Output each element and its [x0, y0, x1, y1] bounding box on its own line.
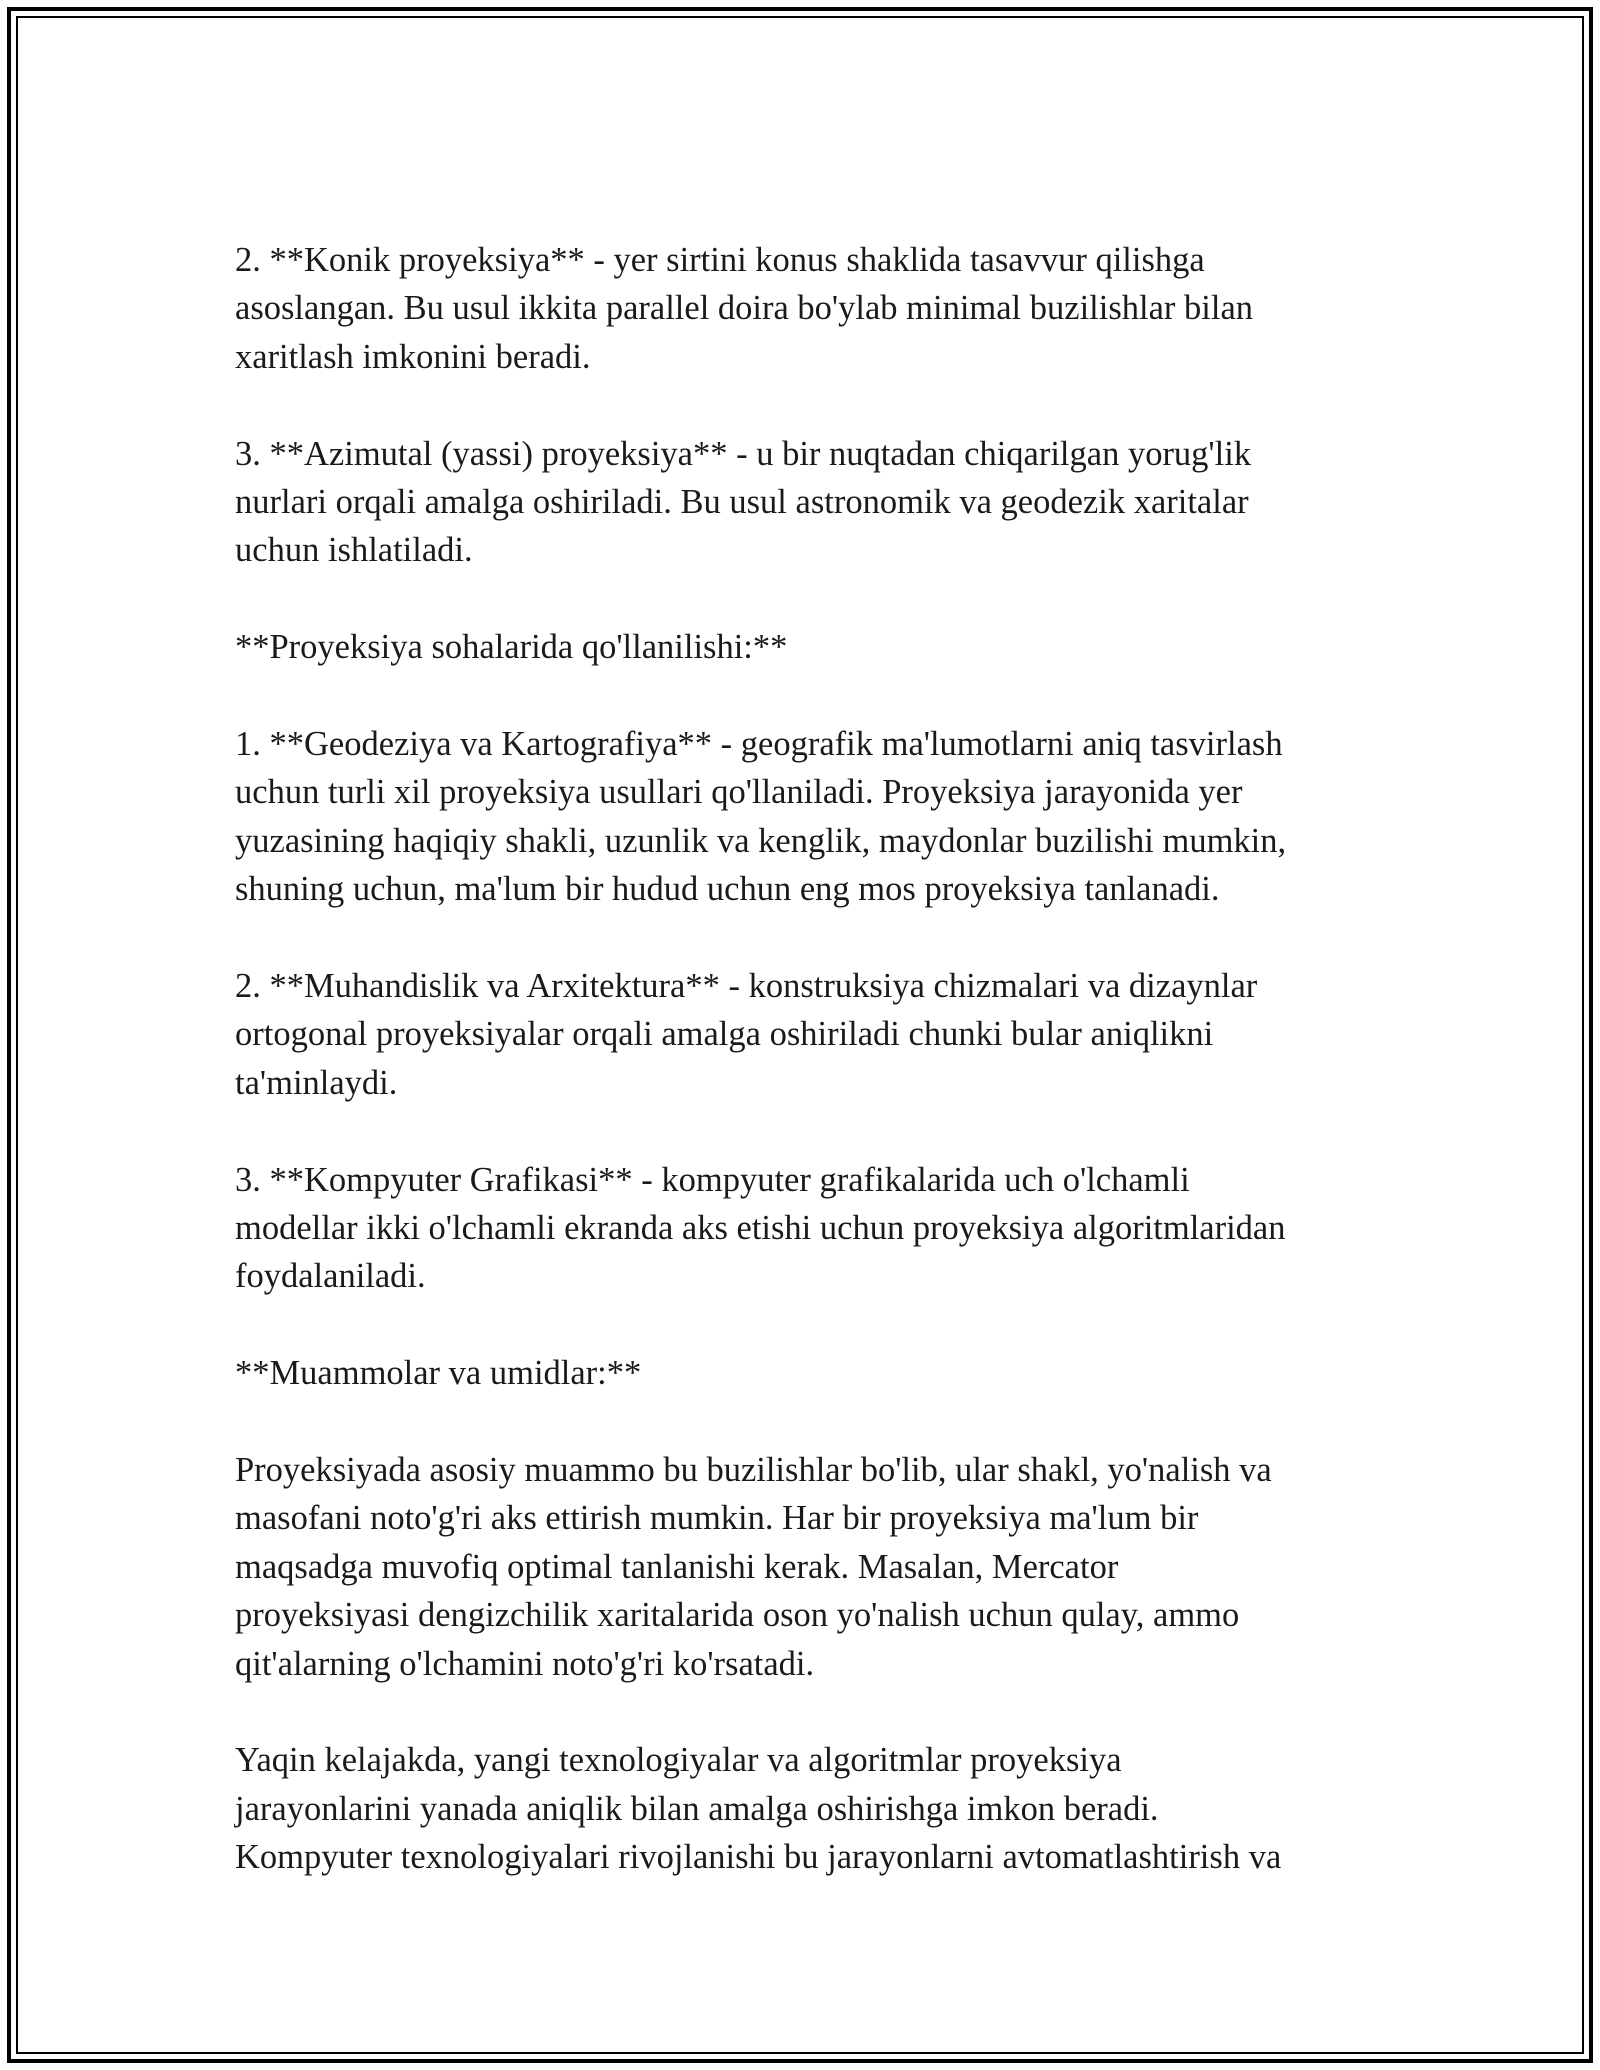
paragraph-kelajak: Yaqin kelajakda, yangi texnologiyalar va algoritmlar proyeksiya jarayonlarini yanada aniqlik bilan amalga oshirishga imkon beradi. Kompyuter texnologiyalari rivojlanishi bu jarayonlarni avtomatlashtirish va: [235, 1741, 1282, 1877]
section-heading-muammolar: **Muammolar va umidlar:**: [235, 1354, 642, 1393]
paragraph-konik-proyeksiya: 2. **Konik proyeksiya** - yer sirtini konus shaklida tasavvur qilishga asoslangan. Bu usul ikkita parallel doira bo'ylab minimal buzilishlar bilan xaritlash imkonini beradi.: [235, 241, 1254, 376]
paragraph-geodeziya: 1. **Geodeziya va Kartografiya** - geografik ma'lumotlarni aniq tasvirlash uchun turli xil proyeksiya usullari qo'llaniladi. Proyeksiya jarayonida yer yuzasining haqiqiy shakli, uzunlik va kenglik, maydonlar buzilishi mumkin, shuning uchun, ma'lum bir hudud uchun eng mos proyeksiya tanlanadi.: [235, 725, 1287, 909]
section-heading-qollanilishi: **Proyeksiya sohalarida qo'llanilishi:**: [235, 628, 788, 667]
paragraph-azimutal-proyeksiya: 3. **Azimutal (yassi) proyeksiya** - u bir nuqtadan chiqarilgan yorug'lik nurlari orqali amalga oshiriladi. Bu usul astronomik va geodezik xaritalar uchun ishlatiladi.: [235, 434, 1252, 570]
paragraph-kompyuter-grafikasi: 3. **Kompyuter Grafikasi** - kompyuter grafikalarida uch o'lchamli modellar ikki o'lchamli ekranda aks etishi uchun proyeksiya algoritmlaridan foydalaniladi.: [235, 1160, 1286, 1296]
paragraph-muammolar: Proyeksiyada asosiy muammo bu buzilishlar bo'lib, ular shakl, yo'nalish va masofani noto'g'ri aks ettirish mumkin. Har bir proyeksiya ma'lum bir maqsadga muvofiq optimal tanlanishi kerak. Masalan, Mercator proyeksiyasi dengizchilik xaritalarida oson yo'nalish uchun qulay, ammo qit'alarning o'lchamini noto'g'ri ko'rsatadi.: [235, 1451, 1272, 1683]
paragraph-muhandislik: 2. **Muhandislik va Arxitektura** - konstruksiya chizmalari va dizaynlar ortogonal proyeksiyalar orqali amalga oshiriladi chunki bular aniqlikni ta'minlaydi.: [235, 967, 1258, 1102]
document-body: [235, 236, 1365, 1882]
